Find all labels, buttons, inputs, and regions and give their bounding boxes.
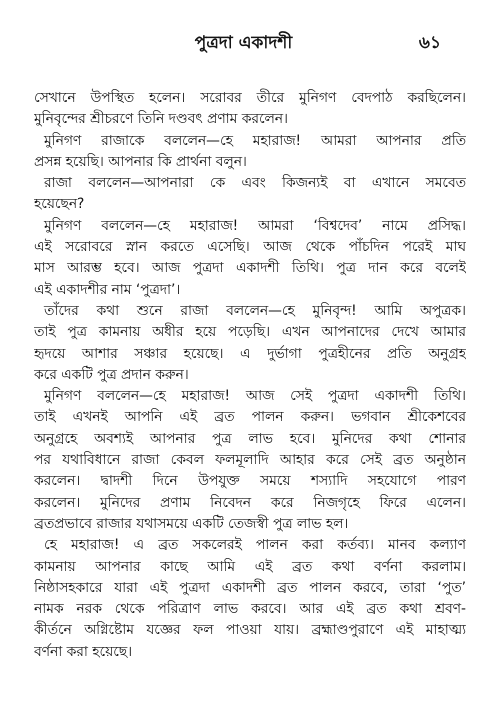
text-line: মুনিগণ বললেন—হে মহারাজ! আজ সেই পুত্রদা একাদশী তিথি। — [44, 388, 466, 405]
text-line: করলেন। দ্বাদশী দিনে উপযুক্ত সময়ে শস্যাদি সহযোগে পারণ — [34, 473, 466, 490]
text-line: নামক নরক থেকে পরিত্রাণ লাভ করবে। আর এই ব্রত কথা শ্রবণ- — [34, 601, 466, 618]
text-line: ব্রতপ্রভাবে রাজার যথাসময়ে একটি তেজস্বী পুত্র লাভ হল। — [34, 515, 349, 532]
text-line: কীর্তনে অগ্নিষ্টোম যজ্ঞের ফল পাওয়া যায়। ব্রহ্মাণ্ডপুরাণে এই মাহাত্ম্য — [34, 622, 466, 639]
text-line: তাই এখনই আপনি এই ব্রত পালন করুন। ভগবান শ্রীকেশবের — [34, 409, 466, 426]
text-line: করলেন। মুনিদের প্রণাম নিবেদন করে নিজগৃহে ফিরে এলেন। — [34, 494, 466, 511]
text-line: মুনিগণ রাজাকে বললেন—হে মহারাজ! আমরা আপনার প্রতি — [44, 132, 466, 149]
text-line: মুনিবৃন্দের শ্রীচরণে তিনি দণ্ডবৎ প্রণাম করলেন। — [34, 111, 288, 128]
text-line: নিষ্ঠাসহকারে যারা এই পুত্রদা একাদশী ব্রত পালন করবে, তারা ‘পুত’ — [34, 579, 466, 596]
text-line: হে মহারাজ! এ ব্রত সকলেরই পালন করা কর্তব্য। মানব কল্যাণ — [44, 537, 466, 554]
text-line: করে একটি পুত্র প্রদান করুন। — [34, 366, 189, 383]
text-line: প্রসন্ন হয়েছি। আপনার কি প্রার্থনা বলুন। — [34, 153, 247, 170]
page-number: ৬১ — [418, 33, 441, 53]
text-line: বর্ণনা করা হয়েছে। — [34, 643, 133, 660]
text-line: এই একাদশীর নাম ‘পুত্রদা’। — [34, 281, 181, 298]
text-line: রাজা বললেন—আপনারা কে এবং কিজন্যই বা এখানে সমবেত — [44, 175, 466, 192]
text-line: তাই পুত্র কামনায় অধীর হয়ে পড়েছি। এখন আপনাদের দেখে আমার — [34, 324, 466, 341]
text-line: এই সরোবরে স্নান করতে এসেছি। আজ থেকে পাঁচদিন পরেই মাঘ — [34, 239, 466, 256]
text-line: হয়েছেন? — [34, 196, 85, 213]
text-line: তাঁদের কথা শুনে রাজা বললেন—হে মুনিবৃন্দ! আমি অপুত্রক। — [44, 302, 466, 319]
text-line: অনুগ্রহে অবশ্যই আপনার পুত্র লাভ হবে। মুনিদের কথা শোনার — [34, 430, 466, 447]
text-line: পর যথাবিধানে রাজা কেবল ফলমূলাদি আহার করে সেই ব্রত অনুষ্ঠান — [34, 452, 466, 469]
text-line: কামনায় আপনার কাছে আমি এই ব্রত কথা বর্ণনা করলাম। — [34, 558, 466, 575]
page-header — [0, 30, 487, 62]
text-line: সেখানে উপস্থিত হলেন। সরোবর তীরে মুনিগণ বেদপাঠ করছিলেন। — [34, 90, 466, 106]
text-line: মুনিগণ বললেন—হে মহারাজ! আমরা ‘বিশ্বদেব’ নামে প্রসিদ্ধ। — [44, 217, 466, 234]
text-line: মাস আরম্ভ হবে। আজ পুত্রদা একাদশী তিথি। পুত্র দান করে বলেই — [34, 260, 466, 277]
text-line: হৃদয়ে আশার সঞ্চার হয়েছে। এ দুর্ভাগা পুত্রহীনের প্রতি অনুগ্রহ — [34, 345, 466, 362]
running-title: পুত্রদা একাদশী — [194, 33, 293, 53]
body-text — [34, 88, 466, 663]
